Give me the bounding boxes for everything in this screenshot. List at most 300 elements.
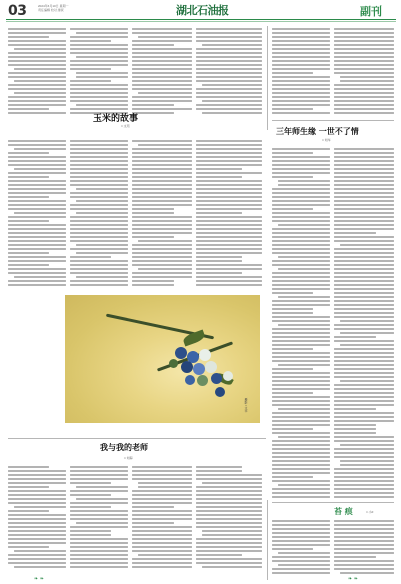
text-line	[70, 168, 128, 170]
text-line	[8, 100, 66, 102]
text-line	[70, 144, 128, 146]
text-line	[272, 48, 330, 50]
text-line	[334, 476, 394, 478]
text-line	[8, 112, 66, 114]
text-line	[272, 204, 330, 206]
text-line	[14, 48, 66, 50]
text-line	[196, 188, 262, 190]
text-line	[272, 384, 330, 386]
text-line	[272, 548, 313, 550]
text-line	[272, 88, 330, 90]
text-line	[334, 196, 394, 198]
text-line	[334, 48, 394, 50]
text-line	[272, 76, 330, 78]
text-line	[70, 192, 128, 194]
text-line	[334, 168, 394, 170]
text-line	[76, 188, 128, 190]
text-line	[132, 526, 192, 528]
text-line	[334, 348, 394, 350]
text-line	[14, 148, 66, 150]
text-line	[334, 188, 394, 190]
text-line	[138, 486, 192, 488]
text-line	[132, 76, 192, 78]
text-line	[334, 484, 394, 486]
upper-text-col-2	[70, 28, 128, 118]
text-line	[196, 92, 262, 94]
header-rule-thin	[6, 21, 396, 22]
text-line	[272, 376, 330, 378]
text-line	[334, 212, 394, 214]
text-line	[334, 164, 394, 166]
text-line	[334, 56, 394, 58]
right-text-col-2	[334, 148, 394, 500]
text-line	[138, 268, 192, 270]
text-line	[334, 388, 394, 390]
text-line	[334, 176, 394, 178]
text-line	[334, 148, 394, 150]
text-line	[272, 32, 330, 34]
text-line	[334, 236, 394, 238]
text-line	[196, 160, 262, 162]
text-line	[272, 164, 330, 166]
text-line	[334, 400, 394, 402]
text-line	[196, 542, 262, 544]
text-line	[132, 32, 192, 34]
text-line	[272, 200, 330, 202]
text-line	[272, 348, 313, 350]
text-line	[272, 540, 330, 542]
text-line	[14, 68, 66, 70]
text-line	[334, 560, 394, 562]
text-line	[334, 280, 394, 282]
text-line	[334, 308, 394, 310]
text-line	[14, 168, 66, 170]
text-line	[272, 84, 330, 86]
text-line	[132, 534, 192, 536]
text-line	[272, 524, 330, 526]
text-line	[202, 530, 262, 532]
text-line	[76, 32, 128, 34]
text-line	[8, 510, 49, 512]
text-line	[70, 224, 128, 226]
text-line	[334, 568, 394, 570]
text-line	[278, 408, 330, 410]
text-line	[196, 490, 262, 492]
text-line	[138, 554, 192, 556]
text-line	[132, 164, 192, 166]
text-line	[196, 228, 262, 230]
text-line	[272, 544, 330, 546]
teacher-text-col-2	[70, 466, 128, 572]
text-line	[334, 532, 394, 534]
text-line	[132, 40, 192, 42]
text-line	[334, 372, 394, 374]
text-line	[334, 340, 394, 342]
text-line	[8, 32, 66, 34]
text-line	[272, 432, 330, 434]
text-line	[272, 272, 330, 274]
text-line	[76, 212, 128, 214]
text-line	[334, 64, 394, 66]
text-line	[272, 112, 330, 114]
text-line	[132, 204, 192, 206]
text-line	[272, 404, 330, 406]
text-line	[334, 376, 394, 378]
text-line	[70, 88, 128, 90]
text-line	[8, 220, 49, 222]
text-line	[132, 212, 174, 214]
text-line	[196, 470, 242, 472]
text-line	[70, 236, 128, 238]
text-line	[8, 196, 49, 198]
text-line	[70, 490, 128, 492]
text-line	[132, 566, 192, 568]
editor-line: 责任编辑 校对 排版	[38, 8, 64, 12]
text-line	[334, 40, 394, 42]
text-line	[8, 470, 66, 472]
text-line	[132, 252, 192, 254]
text-line	[334, 548, 394, 550]
text-line	[272, 104, 330, 106]
text-line	[272, 448, 330, 450]
text-line	[8, 192, 66, 194]
text-line	[334, 352, 394, 354]
text-line	[272, 468, 330, 470]
text-line	[334, 72, 394, 74]
text-line	[76, 104, 128, 106]
text-line	[8, 284, 66, 286]
text-line	[334, 492, 394, 494]
text-line	[334, 152, 394, 154]
text-line	[138, 240, 192, 242]
text-line	[132, 558, 192, 560]
text-line	[70, 84, 128, 86]
text-line	[272, 444, 330, 446]
text-line	[132, 44, 174, 46]
text-line	[334, 172, 394, 174]
text-line	[8, 542, 66, 544]
text-line	[196, 256, 242, 258]
text-line	[8, 256, 66, 258]
text-line	[202, 534, 262, 536]
article-byline-teacher-bond: □ 刘华	[322, 138, 331, 142]
text-line	[196, 192, 262, 194]
text-line	[272, 360, 330, 362]
text-line	[334, 488, 394, 490]
teacher-text-col-3	[132, 466, 192, 572]
text-line	[196, 248, 262, 250]
text-line	[202, 566, 262, 568]
text-line	[334, 468, 394, 470]
text-line	[272, 492, 330, 494]
text-line	[8, 530, 66, 532]
text-line	[70, 40, 111, 42]
text-line	[14, 566, 66, 568]
text-line	[196, 272, 242, 274]
text-line	[334, 360, 394, 362]
text-line	[272, 556, 330, 558]
text-line	[196, 140, 262, 142]
article-title-corn: 玉米的故事	[93, 114, 139, 124]
text-line	[272, 336, 330, 338]
text-line	[70, 542, 128, 544]
text-line	[132, 108, 192, 110]
text-line	[8, 176, 49, 178]
text-line	[138, 92, 192, 94]
text-line	[334, 32, 394, 34]
text-line	[196, 60, 262, 62]
text-line	[334, 324, 394, 326]
text-line	[70, 44, 128, 46]
text-line	[196, 538, 262, 540]
text-line	[334, 240, 394, 242]
text-line	[272, 440, 330, 442]
article-byline-moss: □ 小F	[366, 510, 374, 514]
text-line	[8, 240, 66, 242]
text-line	[278, 184, 330, 186]
text-line	[132, 68, 192, 70]
text-line	[278, 364, 330, 366]
photo-berry	[185, 375, 195, 385]
text-line	[272, 352, 330, 354]
text-line	[132, 28, 192, 30]
text-line	[272, 176, 313, 178]
text-line	[70, 108, 128, 110]
text-line	[70, 534, 111, 536]
text-line	[70, 28, 128, 30]
text-line	[8, 44, 66, 46]
text-line	[132, 56, 192, 58]
text-line	[196, 510, 262, 512]
text-line	[196, 72, 262, 74]
text-line	[334, 204, 394, 206]
text-line	[70, 68, 111, 70]
text-line	[196, 28, 262, 30]
footer-ornament-left: ❧ ❧	[34, 576, 44, 582]
text-line	[132, 224, 192, 226]
text-line	[132, 104, 174, 106]
text-line	[196, 56, 262, 58]
text-line	[76, 522, 128, 524]
text-line	[272, 240, 330, 242]
photo-berry	[181, 361, 193, 373]
text-line	[334, 312, 394, 314]
text-line	[132, 84, 192, 86]
text-line	[272, 196, 330, 198]
page-number: 03	[8, 3, 27, 19]
text-line	[70, 272, 128, 274]
upper-text-col-3	[132, 28, 192, 118]
text-line	[334, 456, 394, 458]
text-line	[132, 160, 192, 162]
text-line	[272, 192, 330, 194]
text-line	[196, 236, 262, 238]
text-line	[334, 88, 394, 90]
text-line	[278, 552, 330, 554]
text-line	[272, 452, 330, 454]
text-line	[70, 264, 128, 266]
text-line	[196, 148, 262, 150]
text-line	[8, 228, 66, 230]
text-line	[70, 478, 128, 480]
text-line	[272, 496, 330, 498]
text-line	[196, 558, 262, 560]
text-line	[334, 420, 394, 422]
text-line	[334, 200, 394, 202]
text-line	[272, 188, 330, 190]
text-line	[272, 344, 330, 346]
text-line	[272, 456, 330, 458]
text-line	[8, 160, 66, 162]
paper-masthead: 湖北石油报	[176, 4, 229, 17]
text-line	[196, 474, 262, 476]
text-line	[70, 80, 111, 82]
text-line	[334, 92, 394, 94]
text-line	[132, 52, 192, 54]
text-line	[132, 518, 192, 520]
text-line	[340, 244, 394, 246]
text-line	[272, 236, 330, 238]
text-line	[76, 200, 128, 202]
text-line	[334, 96, 394, 98]
text-line	[196, 48, 262, 50]
text-line	[334, 448, 394, 450]
text-line	[340, 80, 394, 82]
text-line	[272, 356, 330, 358]
text-line	[8, 514, 66, 516]
text-line	[132, 562, 192, 564]
text-line	[334, 52, 394, 54]
text-line	[196, 216, 262, 218]
text-line	[334, 496, 394, 498]
text-line	[8, 272, 66, 274]
teacher-text-col-4	[196, 466, 262, 572]
text-line	[8, 104, 66, 106]
footer-ornament-right: ❧ ❧	[348, 576, 358, 582]
text-line	[8, 52, 66, 54]
text-line	[272, 284, 330, 286]
text-line	[334, 536, 394, 538]
text-line	[8, 204, 66, 206]
text-line	[8, 558, 66, 560]
text-line	[70, 208, 128, 210]
text-line	[272, 488, 330, 490]
text-line	[8, 466, 49, 468]
text-line	[132, 148, 192, 150]
text-line	[70, 510, 128, 512]
text-line	[334, 28, 394, 30]
text-line	[272, 472, 330, 474]
upper-text-col-1	[8, 28, 66, 118]
text-line	[132, 248, 192, 250]
text-line	[196, 96, 262, 98]
text-line	[278, 484, 330, 486]
text-line	[196, 244, 262, 246]
text-line	[8, 56, 66, 58]
text-line	[340, 332, 394, 334]
text-line	[334, 392, 394, 394]
text-line	[272, 156, 330, 158]
text-line	[272, 260, 330, 262]
text-line	[334, 356, 394, 358]
text-line	[278, 324, 330, 326]
teacher-text-col-1	[8, 466, 66, 572]
text-line	[272, 320, 330, 322]
text-line	[132, 96, 192, 98]
text-line	[8, 64, 66, 66]
text-line	[340, 460, 394, 462]
photo-berry	[197, 375, 208, 386]
text-line	[70, 52, 128, 54]
text-line	[196, 546, 262, 548]
text-line	[334, 36, 394, 38]
text-line	[8, 232, 66, 234]
text-line	[272, 212, 330, 214]
column-divider	[267, 26, 268, 130]
text-line	[340, 320, 394, 322]
text-line	[70, 164, 128, 166]
text-line	[334, 552, 394, 554]
text-line	[196, 276, 262, 278]
text-line	[132, 502, 192, 504]
text-line	[70, 256, 111, 258]
text-line	[196, 196, 262, 198]
text-line	[334, 292, 394, 294]
text-line	[132, 538, 192, 540]
text-line	[76, 486, 128, 488]
text-line	[334, 528, 394, 530]
text-line	[196, 478, 262, 480]
text-line	[196, 32, 262, 34]
text-line	[272, 264, 330, 266]
photo-berry	[211, 373, 222, 384]
text-line	[334, 384, 394, 386]
text-line	[70, 506, 111, 508]
text-line	[334, 328, 394, 330]
text-line	[70, 474, 128, 476]
text-line	[334, 520, 394, 522]
text-line	[272, 148, 330, 150]
text-line	[334, 300, 394, 302]
text-line	[8, 208, 66, 210]
text-line	[132, 176, 192, 178]
text-line	[334, 260, 394, 262]
text-line	[70, 92, 128, 94]
text-line	[272, 392, 313, 394]
text-line	[76, 244, 128, 246]
text-line	[334, 44, 394, 46]
text-line	[272, 152, 313, 154]
text-line	[334, 436, 394, 438]
text-line	[272, 216, 330, 218]
text-line	[196, 240, 262, 242]
text-line	[278, 268, 330, 270]
text-line	[202, 100, 262, 102]
text-line	[132, 256, 192, 258]
text-line	[196, 486, 262, 488]
text-line	[196, 180, 262, 182]
text-line	[132, 466, 192, 468]
right-divider	[272, 120, 394, 121]
text-line	[14, 92, 66, 94]
text-line	[8, 184, 66, 186]
text-line	[272, 424, 330, 426]
text-line	[334, 108, 394, 110]
text-line	[14, 80, 66, 82]
text-line	[272, 400, 330, 402]
text-line	[70, 482, 111, 484]
text-line	[138, 144, 192, 146]
